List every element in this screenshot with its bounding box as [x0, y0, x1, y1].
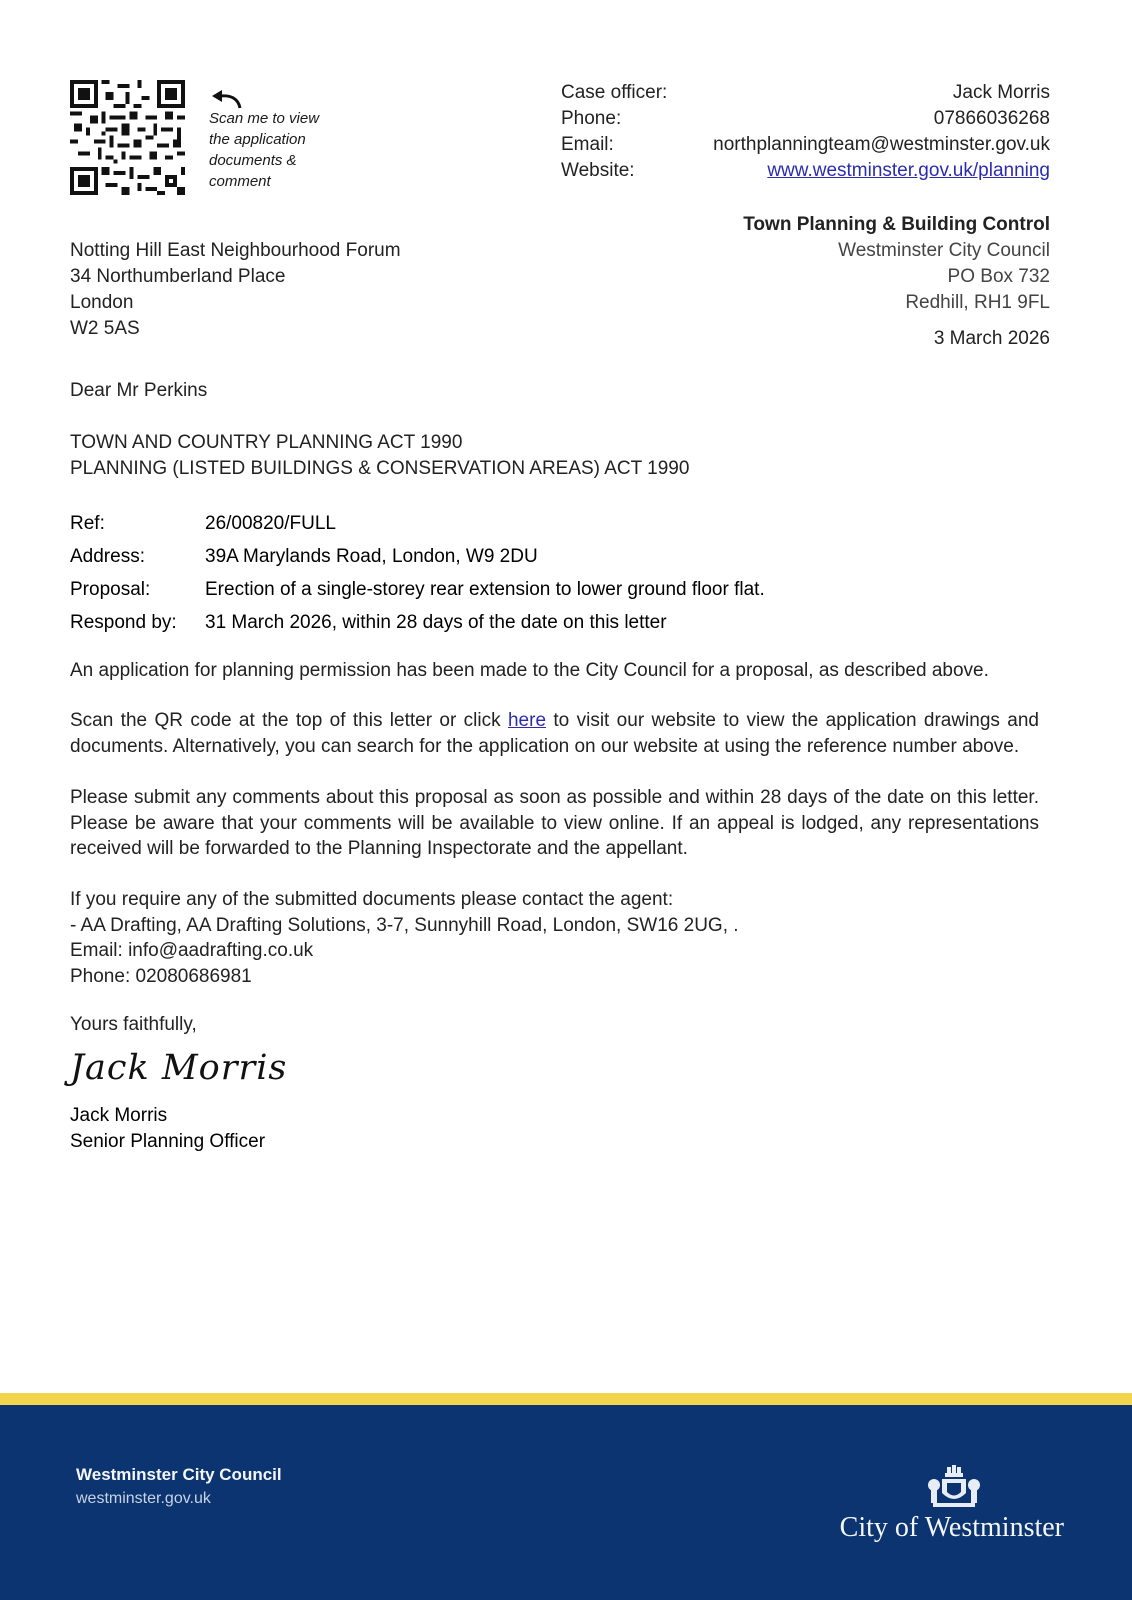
- qr-caption-line: documents &: [209, 152, 297, 169]
- signature: Jack Morris: [70, 1048, 288, 1088]
- contact-block: [561, 80, 1050, 184]
- website-row: [561, 158, 1050, 184]
- recipient-line: 34 Northumberland Place: [70, 266, 286, 287]
- letter-date: 3 March 2026: [933, 328, 1050, 349]
- qr-caption: [209, 108, 339, 192]
- paragraph-application: An application for planning permission has been made to the City Council for a proposal, as described above.: [70, 660, 989, 681]
- act-line: TOWN AND COUNTRY PLANNING ACT 1990: [70, 432, 463, 453]
- detail-value: 26/00820/FULL: [205, 512, 336, 534]
- department-line: Westminster City Council: [838, 240, 1050, 261]
- detail-label: Respond by:: [70, 611, 177, 633]
- signer-title: Senior Planning Officer: [70, 1131, 266, 1152]
- recipient-line: Notting Hill East Neighbourhood Forum: [70, 240, 401, 261]
- signer-name: Jack Morris: [70, 1105, 168, 1126]
- paragraph-comments: Please submit any comments about this proposal as soon as possible and within 28 days of the date on this letter. Please be aware that your comments will be available to view online. If an appeal is lodged, any representations received will be forwarded to the Planning Inspectorate and the appellant.: [70, 787, 1039, 859]
- department-line: PO Box 732: [947, 266, 1050, 287]
- recipient-line: London: [70, 292, 134, 313]
- paragraph-text: Scan the QR code at the top of this letter or click: [70, 710, 508, 731]
- phone-row: [561, 106, 1050, 132]
- case-officer-row: [561, 80, 1050, 106]
- city-of-westminster-logo: City of Westminster: [839, 1512, 1064, 1543]
- email-value: northplanningteam@westminster.gov.uk: [713, 134, 1050, 155]
- paragraph-text: to visit our website to view the application drawings and documents. Alternatively, you can search for the application on our website at using the reference number above.: [70, 710, 1039, 757]
- crest-icon: [925, 1465, 983, 1509]
- qr-caption-line: comment: [209, 173, 271, 190]
- salutation: Dear Mr Perkins: [70, 380, 208, 401]
- agent-address: - AA Drafting, AA Drafting Solutions, 3-7, Sunnyhill Road, London, SW16 2UG, .: [70, 914, 739, 936]
- email-row: [561, 132, 1050, 158]
- detail-label: Ref:: [70, 512, 105, 534]
- department-title: Town Planning & Building Control: [743, 214, 1050, 235]
- here-link[interactable]: here: [507, 710, 547, 731]
- footer-website[interactable]: westminster.gov.uk: [76, 1490, 211, 1507]
- qr-caption-line: the application: [209, 131, 306, 148]
- department-line: Redhill, RH1 9FL: [905, 292, 1050, 313]
- qr-code[interactable]: [70, 80, 185, 195]
- qr-caption-line: Scan me to view: [209, 110, 320, 127]
- phone-label: Phone:: [561, 108, 622, 129]
- detail-row-ref: [70, 507, 765, 540]
- detail-label: Proposal:: [70, 578, 151, 600]
- agent-phone: Phone: 02080686981: [70, 965, 252, 987]
- website-label: Website:: [561, 160, 635, 181]
- act-line: PLANNING (LISTED BUILDINGS & CONSERVATION AREAS) ACT 1990: [70, 458, 690, 479]
- case-officer-label: Case officer:: [561, 82, 668, 103]
- recipient-address: [70, 238, 401, 342]
- curved-arrow-icon: [210, 88, 244, 110]
- qr-code-image: [70, 80, 185, 195]
- detail-value: Erection of a single-storey rear extension to lower ground floor flat.: [205, 578, 765, 600]
- footer-stripe: [0, 1393, 1132, 1405]
- detail-row-respond-by: [70, 606, 765, 639]
- agent-intro: If you require any of the submitted documents please contact the agent:: [70, 889, 674, 910]
- footer-council-name: Westminster City Council: [76, 1465, 282, 1484]
- department-address: [743, 212, 1050, 316]
- application-details: [70, 507, 765, 639]
- detail-value: 31 March 2026, within 28 days of the date on this letter: [205, 611, 667, 633]
- paragraph-view-documents: [70, 708, 1039, 759]
- agent-email: Email: info@aadrafting.co.uk: [70, 940, 314, 961]
- agent-contact: [70, 887, 1039, 989]
- signer-block: [70, 1103, 265, 1155]
- phone-value: 07866036268: [933, 108, 1050, 129]
- sign-off: Yours faithfully,: [70, 1014, 197, 1035]
- detail-row-address: [70, 540, 765, 573]
- email-label: Email:: [561, 134, 614, 155]
- website-link[interactable]: www.westminster.gov.uk/planning: [767, 160, 1050, 181]
- case-officer-value: Jack Morris: [952, 82, 1050, 103]
- detail-value: 39A Marylands Road, London, W9 2DU: [205, 545, 538, 567]
- recipient-line: W2 5AS: [70, 318, 140, 339]
- detail-row-proposal: [70, 573, 765, 606]
- detail-label: Address:: [70, 545, 145, 567]
- acts-heading: [70, 430, 689, 482]
